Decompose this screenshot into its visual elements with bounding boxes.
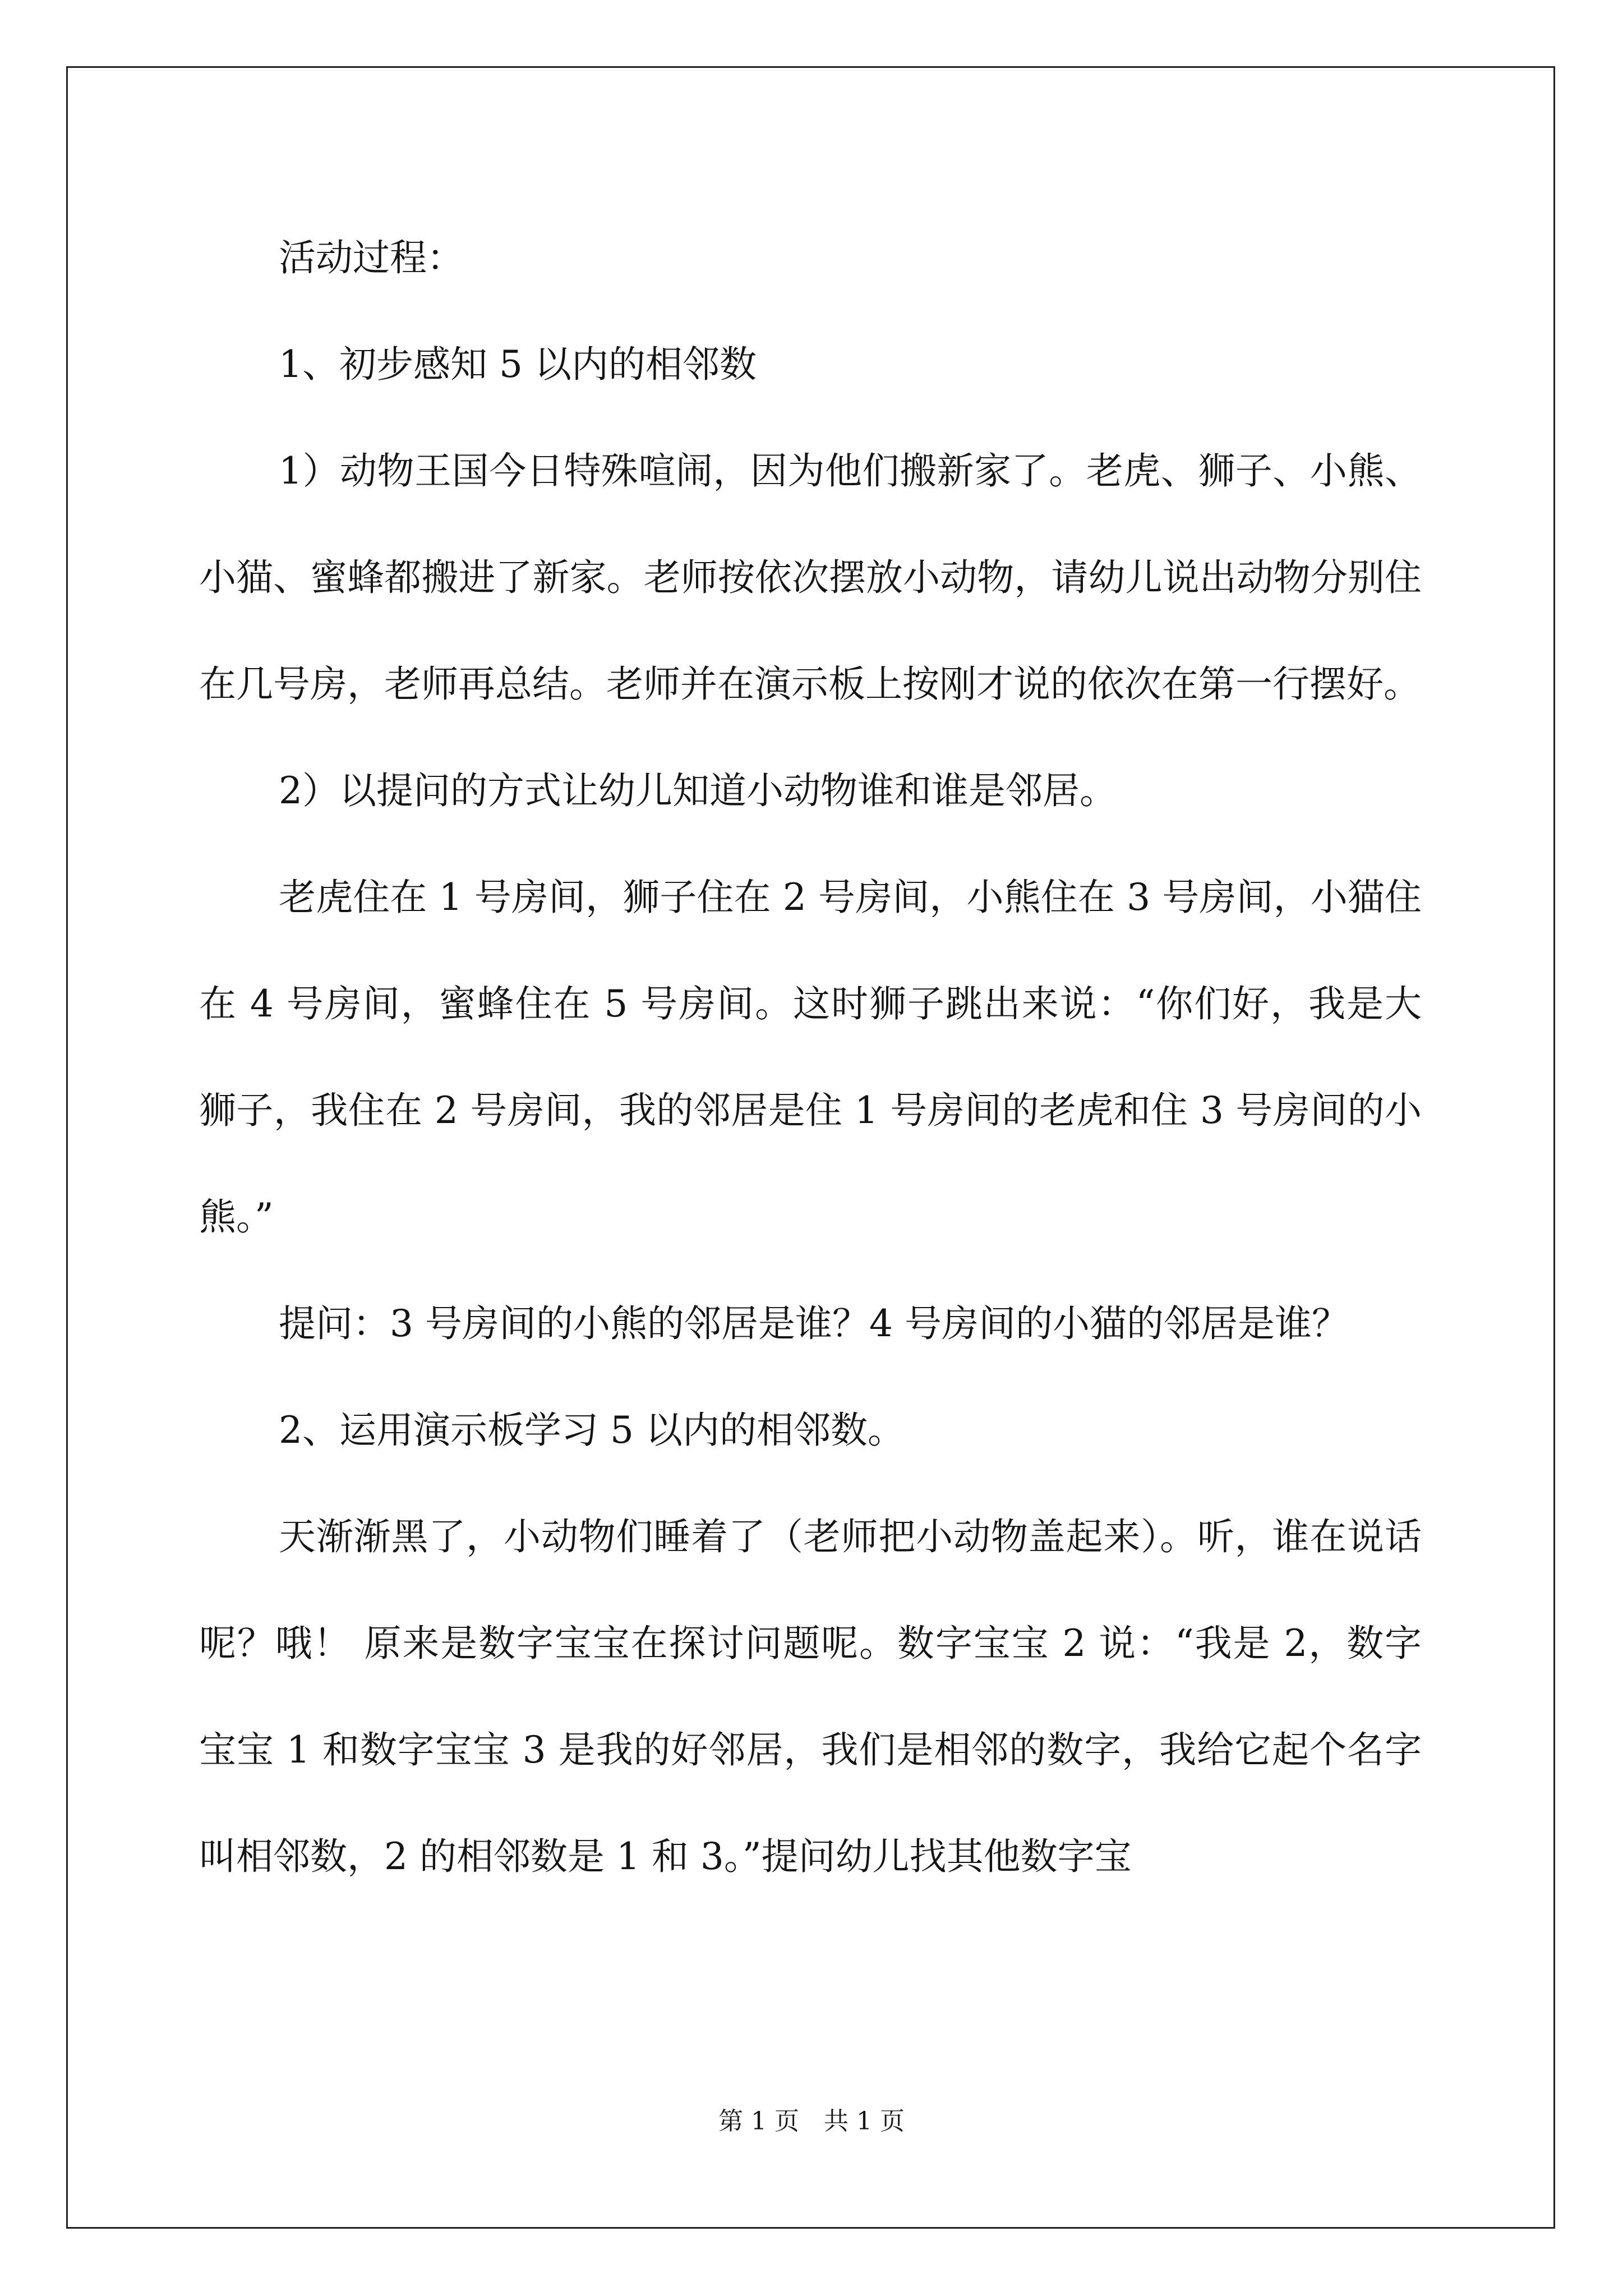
- paragraph: 1）动物王国今日特殊喧闹，因为他们搬新家了。老虎、狮子、小熊、小猫、蜜蜂都搬进了新家。老师按依次摆放小动物，请幼儿说出动物分别住在几号房，老师再总结。老师并在演示板上按刚才说的依次在第一行摆好。: [199, 449, 1422, 706]
- step-heading: 1、初步感知 5 以内的相邻数: [279, 343, 757, 386]
- page-number-footer: 第 1 页 共 1 页: [718, 2107, 905, 2136]
- paragraph: 提问：3 号房间的小熊的邻居是谁？4 号房间的小猫的邻居是谁？: [279, 1302, 1349, 1345]
- section-heading: 活动过程：: [279, 236, 464, 279]
- paragraph: 2）以提问的方式让幼儿知道小动物谁和谁是邻居。: [279, 769, 1117, 812]
- document-body: [199, 205, 1422, 1910]
- paragraph: 天渐渐黑了，小动物们睡着了（老师把小动物盖起来）。听，谁在说话呢？哦！ 原来是数字宝宝在探讨问题呢。数字宝宝 2 说：“我是 2，数字宝宝 1 和数字宝宝 3 是我的好邻居，我们是相邻的数字，我给它起个名字叫相邻数，2 的相邻数是 1 和 3。”提问幼儿找其他数字宝: [199, 1515, 1422, 1878]
- step-heading: 2、运用演示板学习 5 以内的相邻数。: [279, 1409, 905, 1452]
- paragraph: 老虎住在 1 号房间，狮子住在 2 号房间，小熊住在 3 号房间，小猫住在 4 号房间，蜜蜂住在 5 号房间。这时狮子跳出来说：“你们好，我是大狮子，我住在 2 号房间，我的邻居是住 1 号房间的老虎和住 3 号房间的小熊。”: [199, 876, 1422, 1239]
